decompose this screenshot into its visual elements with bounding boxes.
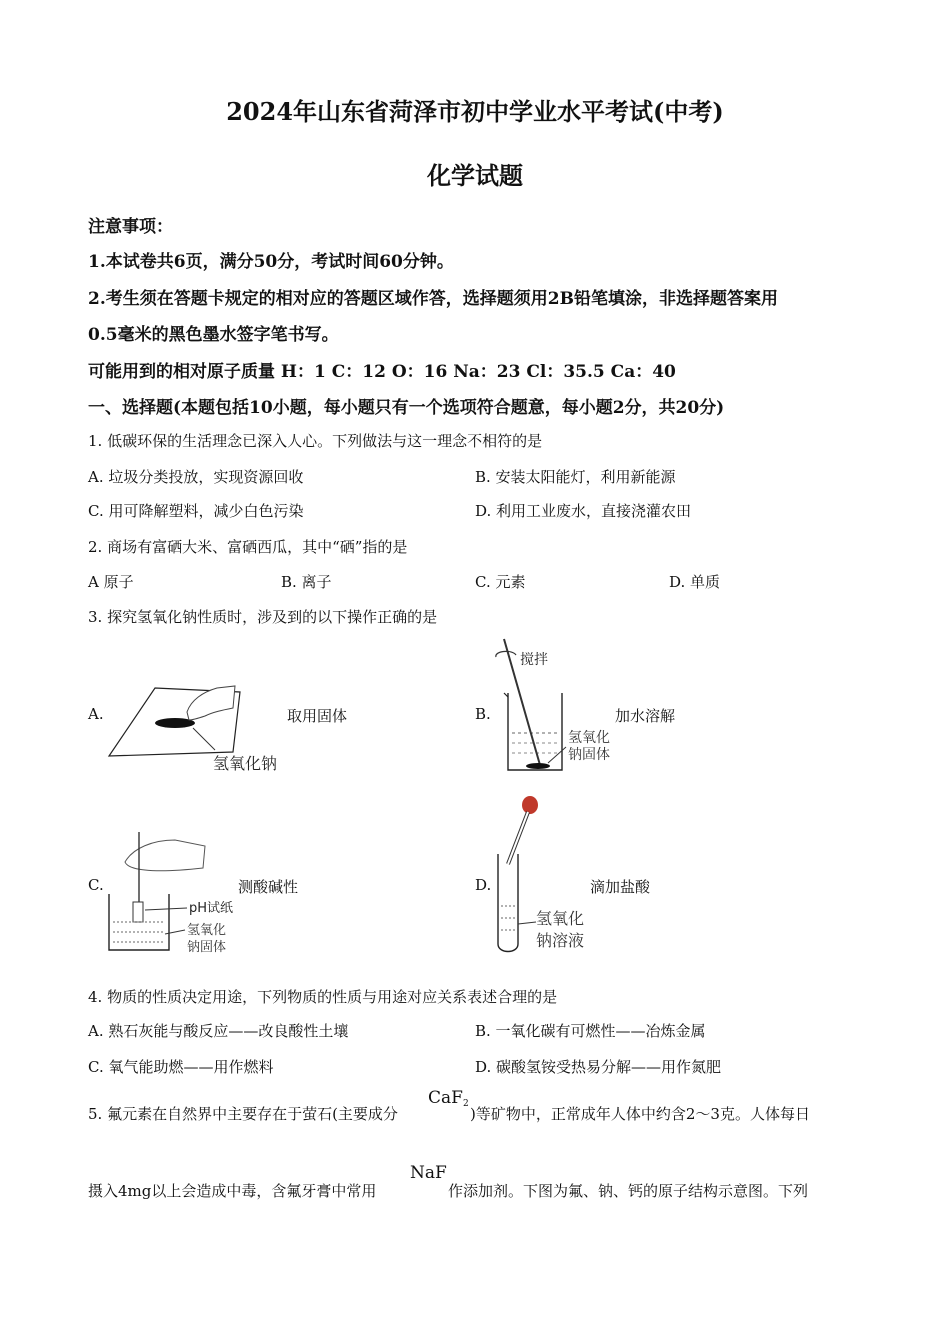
notes-heading: 注意事项： [88,217,173,237]
ph-paper [133,902,143,922]
q4-option-a: A. 熟石灰能与酸反应——改良酸性土壤 [88,1022,349,1040]
atomic-mass-line: 可能用到的相对原子质量 H：1 C：12 O：16 Na：23 Cl：35.5 Ca：40 [88,362,676,382]
beaker-label-2: 钠固体 [568,747,610,763]
q2-option-b: B. 离子 [281,573,332,591]
tube-label-1: 氢氧化 [536,909,585,928]
q3-option-c-letter: C. [88,876,104,894]
section-heading: 一、选择题(本题包括10小题，每小题只有一个选项符合题意，每小题2分，共20分) [88,398,725,418]
q3-a-figure [105,680,295,780]
solid-pile [526,763,550,769]
q1-option-b: B. 安装太阳能灯，利用新能源 [475,468,676,486]
q4-option-d: D. 碳酸氢铵受热易分解——用作氮肥 [475,1058,722,1076]
beaker-label-2: 钠固体 [187,940,227,955]
q4-option-b: B. 一氧化碳有可燃性——冶炼金属 [475,1022,706,1040]
q3-option-b-letter: B. [475,705,491,723]
hand-shape [125,840,205,871]
q2-option-c: C. 元素 [475,573,526,591]
dropper-bulb [522,796,538,814]
q2-option-a: A 原子 [88,573,134,591]
q3-option-d-caption: 滴加盐酸 [590,878,651,896]
q3-option-a-letter: A. [88,705,104,723]
q3-b-figure [490,635,630,775]
exam-subtitle: 化学试题 [427,161,523,190]
q4-option-c: C. 氧气能助燃——用作燃料 [88,1058,274,1076]
q4-stem: 4. 物质的性质决定用途，下列物质的性质与用途对应关系表述合理的是 [88,988,558,1006]
hand-shape [187,686,235,720]
formula-naf: NaF [410,1163,447,1183]
q2-stem: 2. 商场有富硒大米、富硒西瓜，其中“硒”指的是 [88,538,408,556]
q3-option-b-caption: 加水溶解 [615,707,676,725]
q1-option-a: A. 垃圾分类投放，实现资源回收 [88,468,304,486]
formula-caf2: CaF$_2$ [428,1088,469,1109]
q2-option-d: D. 单质 [669,573,721,591]
q5-text-3: 摄入4mg以上会造成中毒，含氟牙膏中常用 [88,1182,377,1200]
q5-text-1: 5. 氟元素在自然界中主要存在于萤石(主要成分 [88,1105,398,1123]
stir-label: 搅拌 [520,652,548,668]
q3-stem: 3. 探究氢氧化钠性质时，涉及到的以下操作正确的是 [88,608,438,626]
q5-text-4: 作添加剂。下图为氟、钠、钙的原子结构示意图。下列 [448,1182,809,1200]
q3-option-a-caption: 取用固体 [287,707,348,725]
q3-c-figure [105,822,255,962]
q1-option-d: D. 利用工业废水，直接浇灌农田 [475,502,692,520]
stir-arrow-icon [496,651,516,657]
q5-text-2: )等矿物中，正常成年人体中约含2～3克。人体每日 [470,1105,810,1123]
ph-paper-label: pH试纸 [189,901,234,916]
note-item-1: 1.本试卷共6页，满分50分，考试时间60分钟。 [88,252,454,272]
note-item-2-cont: 0.5毫米的黑色墨水签字笔书写。 [88,325,339,345]
q1-option-c: C. 用可降解塑料，减少白色污染 [88,502,304,520]
q3-option-c-caption: 测酸碱性 [238,878,299,896]
leader-line [193,728,215,750]
beaker-label-1: 氢氧化 [568,730,610,746]
beaker-label-1: 氢氧化 [187,923,227,938]
beaker [508,693,562,770]
q1-stem: 1. 低碳环保的生活理念已深入人心。下列做法与这一理念不相符的是 [88,432,543,450]
exam-title: 2024年山东省菏泽市初中学业水平考试(中考) [226,97,724,126]
sodium-hydroxide-label: 氢氧化钠 [213,754,278,773]
test-tube [498,854,518,952]
q3-option-d-letter: D. [475,876,492,894]
note-item-2: 2.考生须在答题卡规定的相对应的答题区域作答，选择题须用2B铅笔填涂，非选择题答案用 [88,289,778,309]
tube-label-2: 钠溶液 [536,931,585,950]
